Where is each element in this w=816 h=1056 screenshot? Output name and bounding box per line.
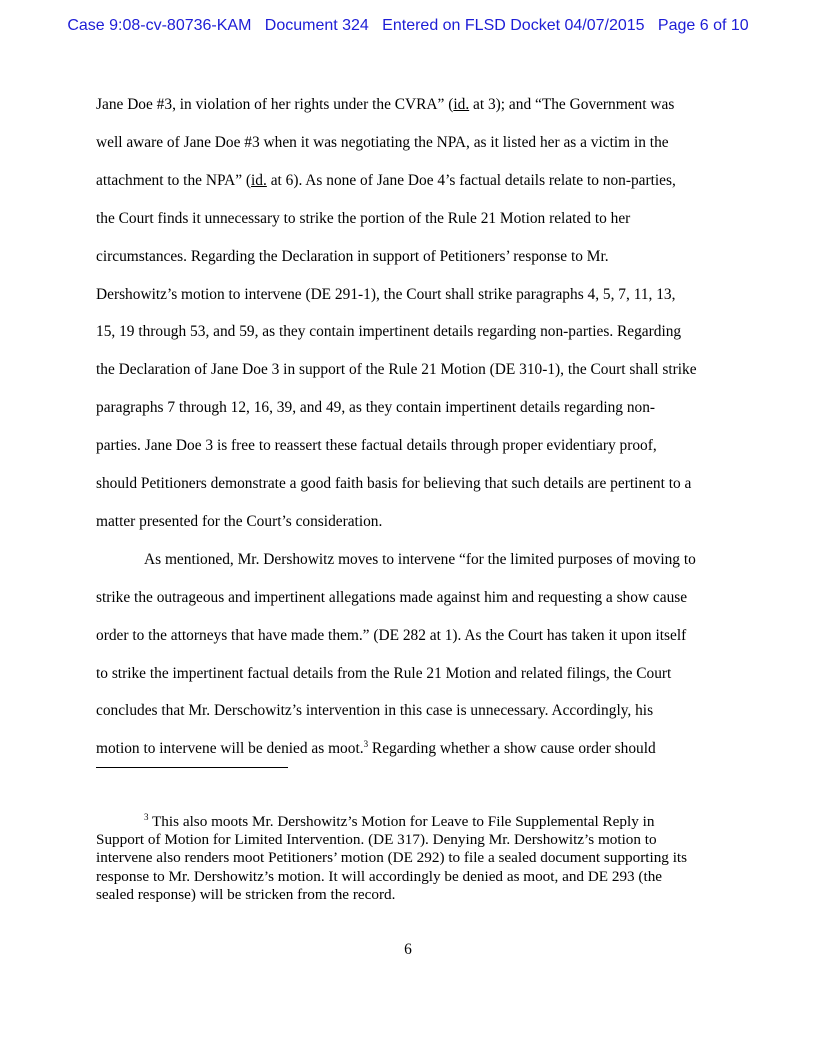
- body-line-text: to strike the impertinent factual details from the Rule 21 Motion and related filings, the Court: [96, 664, 672, 682]
- body-line: [96, 134, 669, 152]
- body-line: [96, 172, 676, 190]
- page-number: 6: [404, 941, 412, 958]
- body-line: [96, 740, 656, 759]
- body-line: [96, 96, 674, 114]
- body-line: [96, 323, 681, 341]
- body-line-text: motion to intervene will be denied as moot.: [96, 740, 364, 758]
- header-entered-date: Entered on FLSD Docket 04/07/2015: [382, 17, 645, 34]
- footnote-line: [144, 813, 654, 832]
- body-line: [96, 475, 691, 493]
- body-line-text: matter presented for the Court’s consideration.: [96, 512, 383, 530]
- footnote-line: [96, 849, 687, 867]
- citation-id: id.: [251, 171, 267, 189]
- footnote-text: This also moots Mr. Dershowitz’s Motion for Leave to File Supplemental Reply in: [152, 813, 655, 830]
- body-line-text: paragraphs 7 through 12, 16, 39, and 49, as they contain impertinent details regarding non-: [96, 399, 656, 417]
- footnote-line: [96, 886, 395, 904]
- footnote-text: Support of Motion for Limited Intervention. (DE 317). Denying Mr. Dershowitz’s motion to: [96, 831, 657, 849]
- body-line-text: should Petitioners demonstrate a good faith basis for believing that such details are pertinent to a: [96, 475, 692, 492]
- body-line: [96, 361, 697, 379]
- footnote-line: [96, 831, 657, 849]
- body-line: [96, 665, 671, 683]
- body-line-text: attachment to the NPA” (: [96, 171, 252, 189]
- body-line-text: circumstances. Regarding the Declaration in support of Petitioners’ response to Mr.: [96, 247, 609, 265]
- body-line: [96, 399, 655, 417]
- body-line-text: the Declaration of Jane Doe 3 in support of the Rule 21 Motion (DE 310-1), the Court shall strike: [96, 361, 697, 379]
- body-line: [96, 437, 657, 455]
- body-line-text: well aware of Jane Doe #3 when it was negotiating the NPA, as it listed her as a victim in the: [96, 133, 669, 151]
- citation-id: id.: [453, 96, 470, 113]
- body-line-text: concludes that Mr. Derschowitz’s intervention in this case is unnecessary. Accordingly, his: [96, 702, 654, 720]
- body-line: [96, 702, 653, 720]
- body-line-text: at 3); and “The Government was: [469, 96, 675, 113]
- body-line-text: strike the outrageous and impertinent allegations made against him and requesting a show cause: [96, 588, 688, 606]
- body-line: [144, 551, 696, 569]
- body-line: [96, 248, 609, 266]
- body-line-text: the Court finds it unnecessary to strike the portion of the Rule 21 Motion related to her: [96, 209, 631, 227]
- docket-header: [0, 17, 816, 35]
- body-line-text: Jane Doe #3, in violation of her rights under the CVRA” (: [96, 96, 454, 113]
- body-line-text: at 6). As none of Jane Doe 4’s factual details relate to non-parties,: [266, 171, 676, 189]
- body-line-text: Dershowitz’s motion to intervene (DE 291-1), the Court shall strike paragraphs 4, 5, 7, 11, 13,: [96, 285, 676, 303]
- body-line-text: parties. Jane Doe 3 is free to reassert these factual details through proper evidentiary proof,: [96, 437, 657, 455]
- body-line: [96, 627, 686, 645]
- header-page-info: Page 6 of 10: [657, 17, 749, 34]
- body-line: [96, 513, 382, 531]
- body-line-text: 15, 19 through 53, and 59, as they contain impertinent details regarding non-parties. Regarding: [96, 323, 682, 341]
- body-line-text: order to the attorneys that have made them.” (DE 282 at 1). As the Court has taken it upon itself: [96, 626, 687, 644]
- footnote-line: [96, 868, 662, 886]
- footnote-separator: [96, 767, 288, 768]
- header-case-number: Case 9:08-cv-80736-KAM: [67, 17, 252, 34]
- footnote-text: sealed response) will be stricken from the record.: [96, 885, 396, 903]
- body-line: [96, 589, 687, 607]
- footnote-reference: 3: [363, 739, 369, 750]
- footnote-text: response to Mr. Dershowitz’s motion. It will accordingly be denied as moot, and DE 293 (the: [96, 867, 663, 885]
- header-document-number: Document 324: [264, 17, 369, 34]
- body-line-text: As mentioned, Mr. Dershowitz moves to intervene “for the limited purposes of moving to: [144, 550, 696, 568]
- body-line: [96, 286, 675, 304]
- footnote-number: 3: [144, 812, 149, 822]
- footnote-text: intervene also renders moot Petitioners’ motion (DE 292) to file a sealed document supporting its: [96, 849, 688, 867]
- body-line-text: Regarding whether a show cause order should: [368, 740, 656, 758]
- body-line: [96, 210, 630, 228]
